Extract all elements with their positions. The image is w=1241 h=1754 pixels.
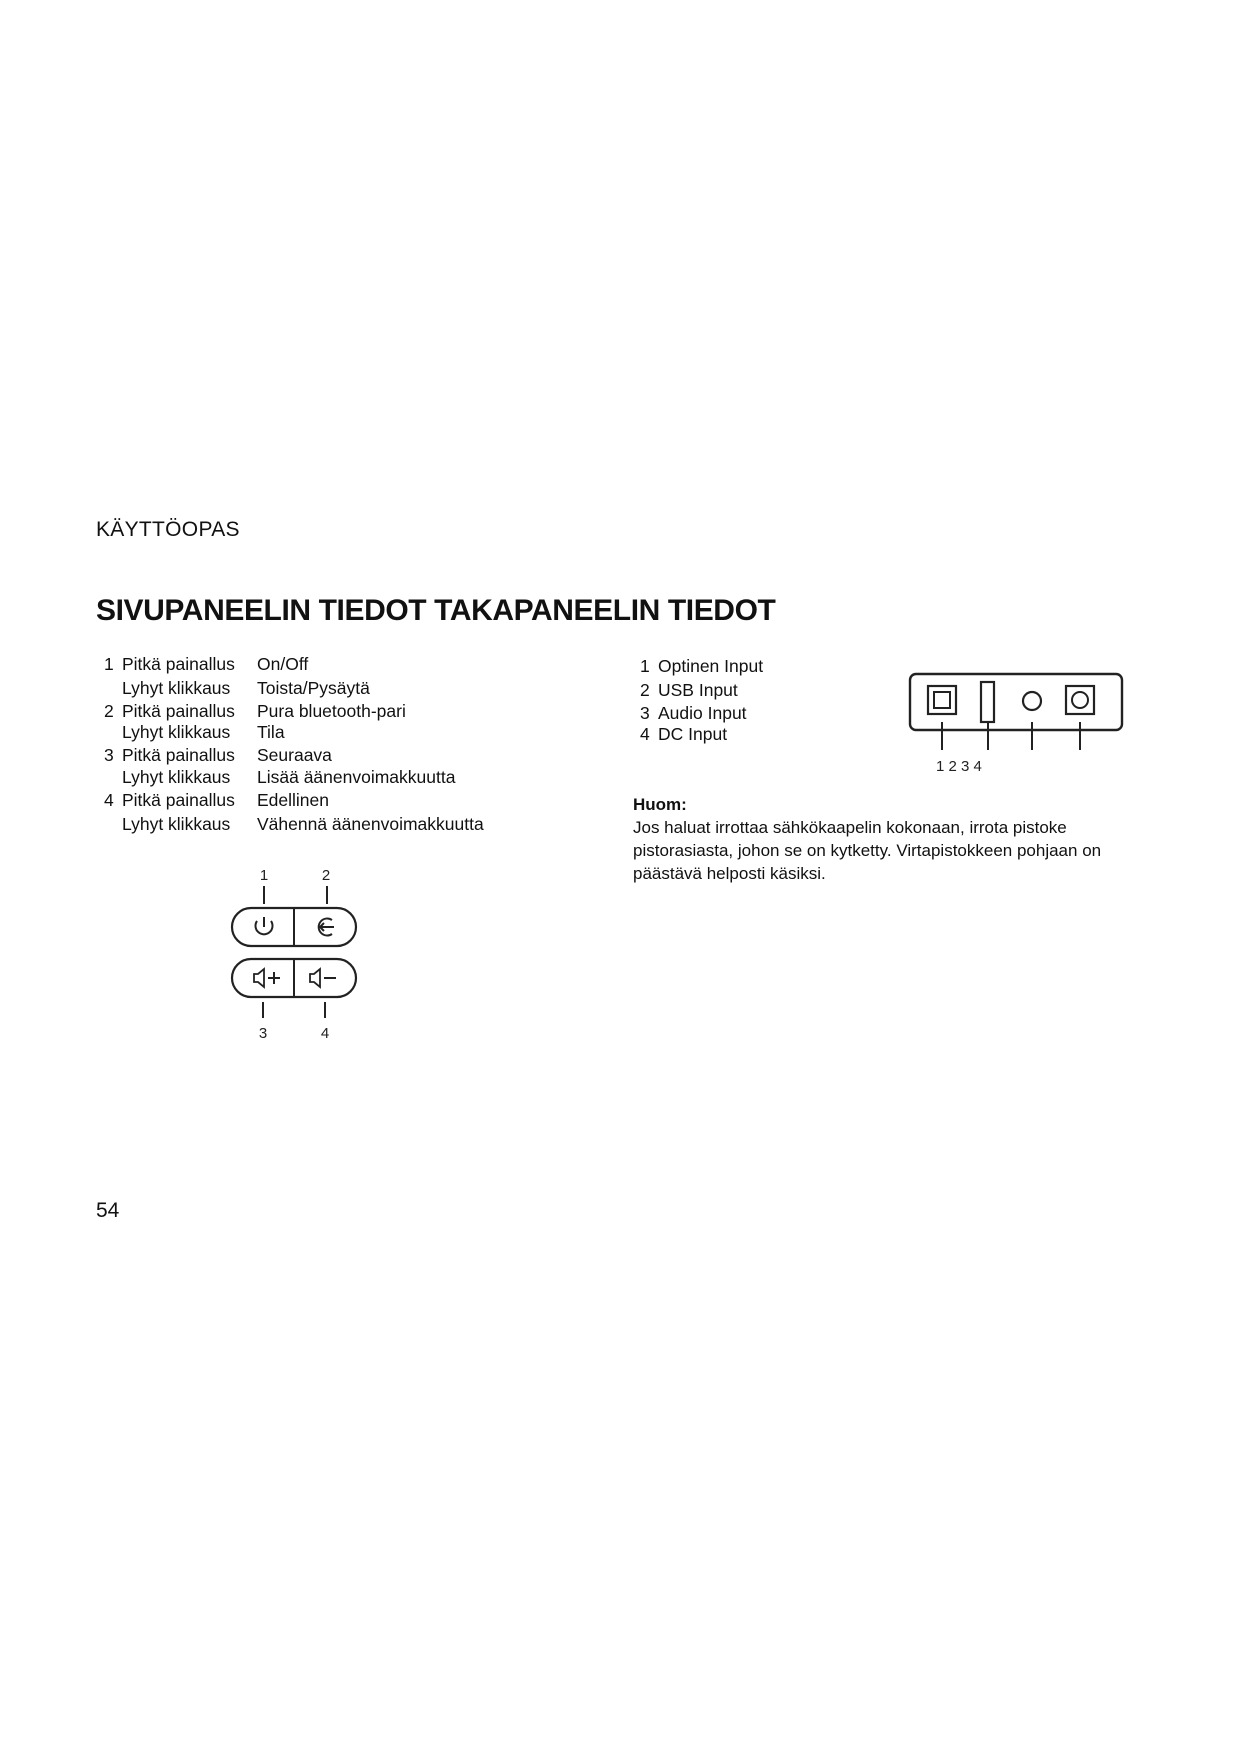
press-type: Lyhyt klikkaus [122, 678, 231, 698]
function-label: Lisää äänenvoimakkuutta [257, 767, 456, 787]
item-number: 4 [104, 790, 114, 810]
item-number: 1 [104, 654, 114, 674]
dc-port-icon [1066, 686, 1094, 714]
note-block [633, 793, 1153, 885]
press-type: Pitkä painallus [122, 654, 235, 674]
item-number: 2 [104, 701, 114, 721]
press-type: Lyhyt klikkaus [122, 722, 231, 742]
press-type: Lyhyt klikkaus [122, 814, 231, 834]
port-numbers: 1 2 3 4 [936, 758, 982, 774]
diagram-label-4: 4 [320, 1025, 330, 1042]
note-line: päästävä helposti käsiksi. [633, 864, 826, 883]
press-type: Lyhyt klikkaus [122, 767, 231, 787]
diagram-label-2: 2 [321, 867, 331, 884]
diagram-label-3: 3 [258, 1025, 268, 1042]
function-label: Vähennä äänenvoimakkuutta [257, 814, 484, 834]
function-label: Pura bluetooth-pari [257, 701, 406, 721]
note-line: Jos haluat irrottaa sähkökaapelin kokonaan, irrota pistoke [633, 818, 1067, 837]
back-panel-diagram [904, 670, 1134, 774]
document-header: KÄYTTÖOPAS [96, 518, 240, 541]
function-label: Edellinen [257, 790, 329, 810]
press-type: Pitkä painallus [122, 701, 235, 721]
note-line: pistorasiasta, johon se on kytketty. Virtapistokkeen pohjaan on [633, 841, 1102, 860]
page-title: SIVUPANEELIN TIEDOT TAKAPANEELIN TIEDOT [96, 594, 776, 627]
function-label: Toista/Pysäytä [257, 678, 370, 698]
item-number: 1 [640, 656, 650, 676]
input-label: Optinen Input [658, 656, 764, 676]
press-type: Pitkä painallus [122, 745, 235, 765]
function-label: On/Off [257, 654, 309, 674]
audio-jack-icon [1023, 692, 1041, 710]
item-number: 3 [640, 703, 650, 723]
diagram-label-1: 1 [259, 867, 269, 884]
item-number: 3 [104, 745, 114, 765]
power-icon [256, 917, 273, 934]
input-source-icon [319, 919, 334, 936]
page-number: 54 [96, 1199, 120, 1222]
volume-down-icon [310, 969, 336, 987]
item-number: 4 [640, 724, 650, 744]
usb-port-icon [981, 682, 994, 722]
side-panel-diagram [226, 866, 366, 1046]
optical-port-icon [928, 686, 956, 714]
input-label: DC Input [658, 724, 728, 744]
press-type: Pitkä painallus [122, 790, 235, 810]
note-title: Huom: [633, 795, 687, 814]
function-label: Tila [257, 722, 285, 742]
item-number: 2 [640, 680, 650, 700]
volume-up-icon [254, 969, 280, 987]
input-label: USB Input [658, 680, 738, 700]
function-label: Seuraava [257, 745, 332, 765]
input-label: Audio Input [658, 703, 747, 723]
